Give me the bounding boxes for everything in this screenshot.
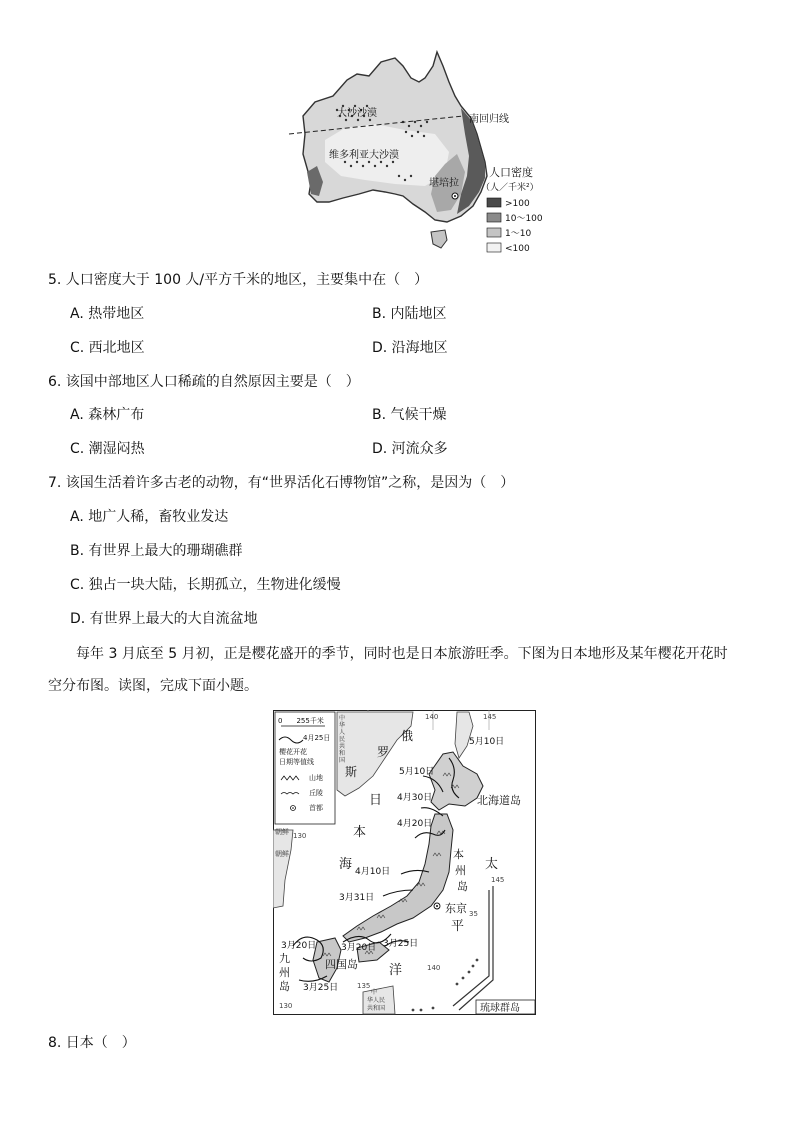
legend-isoline-desc-2: 日期等值线 — [279, 758, 314, 766]
q5-option-d[interactable]: D. 沿海地区 — [372, 340, 448, 356]
legend-swatch-2 — [487, 213, 501, 222]
pacific-label-1: 太 — [485, 857, 499, 872]
q5-option-c[interactable]: C. 西北地区 — [70, 340, 145, 356]
legend-isoline-desc-1: 樱花开花 — [279, 748, 307, 756]
kyushu-label-1: 九 — [279, 952, 290, 965]
q7-option-b[interactable]: B. 有世界上最大的珊瑚礁群 — [70, 543, 243, 559]
legend-scale: 0 255千米 — [278, 717, 324, 725]
q6-option-d[interactable]: D. 河流众多 — [372, 441, 448, 457]
lon-tick-5: 135 — [357, 982, 371, 990]
sea-of-japan-label-3: 海 — [339, 857, 353, 872]
q6-option-c[interactable]: C. 潮湿闷热 — [70, 441, 145, 457]
legend-swatch-4 — [487, 243, 501, 252]
q5-option-a[interactable]: A. 热带地区 — [70, 306, 145, 322]
legend-swatch-3 — [487, 228, 501, 237]
legend-item-3: 1～10 — [505, 229, 532, 239]
lon-tick-2: 140 — [425, 713, 439, 721]
tasmania — [431, 230, 447, 248]
date-label-2: 5月10日 — [399, 767, 435, 777]
lon-tick-7: 145 — [491, 876, 505, 884]
honshu-label-1: 本 — [453, 848, 464, 861]
q6-option-a[interactable]: A. 森林广布 — [70, 407, 145, 423]
china-label-6: 和 — [339, 750, 346, 757]
desert-label-1: 大沙沙漠 — [337, 108, 377, 119]
legend-title: 人口密度 — [489, 166, 533, 179]
china-label-7: 国 — [339, 757, 346, 764]
q6-option-b[interactable]: B. 气候干燥 — [372, 407, 447, 423]
date-label-4: 4月20日 — [397, 819, 433, 829]
date-label-5: 4月10日 — [355, 867, 391, 877]
date-label-8: 3月20日 — [341, 943, 377, 953]
canberra-label: 堪培拉 — [429, 178, 459, 189]
china-bottom-label-2: 华人民 — [367, 997, 386, 1004]
question-5-stem: 5. 人口密度大于 100 人/平方千米的地区，主要集中在（ ） — [48, 272, 429, 288]
desert-label-2: 维多利亚大沙漠 — [329, 150, 399, 161]
date-label-9: 3月25日 — [383, 939, 419, 949]
lon-tick-4: 130 — [293, 832, 307, 840]
legend-item-4: <100 — [505, 244, 530, 254]
honshu-label-2: 州 — [455, 864, 466, 877]
legend-item-1: >100 — [505, 199, 530, 209]
legend-capital: 首都 — [309, 804, 323, 812]
legend-isoline-date: 4月25日 — [303, 734, 331, 742]
lat-tick-2: 35 — [469, 910, 478, 918]
sea-of-japan-label-1: 日 — [369, 793, 383, 808]
honshu-label-3: 岛 — [457, 880, 468, 893]
china-label-1: 中 — [339, 715, 346, 722]
date-label-7: 3月20日 — [281, 941, 317, 951]
date-label-6: 3月31日 — [339, 893, 375, 903]
pacific-label-2: 平 — [451, 919, 465, 934]
china-label-2: 华 — [339, 722, 346, 729]
q7-option-d[interactable]: D. 有世界上最大的大自流盆地 — [70, 611, 258, 627]
china-bottom-label-1: 中 — [371, 989, 378, 996]
russia-label-3: 斯 — [345, 765, 358, 779]
legend-hill: 丘陵 — [309, 789, 323, 797]
date-label-1: 5月10日 — [469, 737, 505, 747]
japan-sakura-map — [273, 710, 536, 1015]
china-label-4: 民 — [339, 736, 346, 743]
russia-label-1: 俄 — [401, 729, 414, 743]
question-6-stem: 6. 该国中部地区人口稀疏的自然原因主要是（ ） — [48, 374, 360, 390]
kyushu-label-3: 岛 — [279, 980, 290, 993]
sea-of-japan-label-2: 本 — [353, 825, 367, 840]
legend-mountain: 山地 — [309, 774, 323, 782]
lon-tick-8: 130 — [279, 1002, 293, 1010]
shikoku-label: 四国岛 — [325, 958, 358, 971]
intro-paragraph: 每年 3 月底至 5 月初，正是樱花盛开的季节，同时也是日本旅游旺季。下图为日本地形及某年樱花开花时空分布图。读图，完成下面小题。 — [48, 646, 728, 694]
kyushu-label-2: 州 — [279, 966, 290, 979]
china-label-5: 共 — [339, 743, 346, 750]
legend-swatch-1 — [487, 198, 501, 207]
pacific-label-3: 洋 — [389, 963, 403, 978]
hokkaido-label: 北海道岛 — [477, 794, 521, 807]
q7-option-a[interactable]: A. 地广人稀，畜牧业发达 — [70, 509, 229, 525]
japan-legend-box — [275, 712, 335, 824]
ryukyu-label: 琉球群岛 — [480, 1003, 520, 1014]
korea-label-2: 朝鲜 — [275, 850, 289, 858]
korea-label: 朝鲜 — [275, 828, 289, 836]
tropic-label: 南回归线 — [469, 114, 509, 125]
question-7-stem: 7. 该国生活着许多古老的动物，有“世界活化石博物馆”之称，是因为（ ） — [48, 475, 515, 491]
lon-tick-3: 145 — [483, 713, 497, 721]
lon-tick-6: 140 — [427, 964, 441, 972]
date-label-10: 3月25日 — [303, 983, 339, 993]
q5-option-b[interactable]: B. 内陆地区 — [372, 306, 447, 322]
legend-item-2: 10～100 — [505, 214, 543, 224]
china-bottom-label-3: 共和国 — [367, 1005, 386, 1012]
tokyo-label: 东京 — [445, 902, 467, 915]
date-label-3: 4月30日 — [397, 793, 433, 803]
australia-population-map — [285, 44, 555, 260]
q7-option-c[interactable]: C. 独占一块大陆，长期孤立，生物进化缓慢 — [70, 577, 341, 593]
russia-label-2: 罗 — [377, 745, 390, 759]
question-8-stem: 8. 日本（ ） — [48, 1035, 136, 1051]
legend-unit: （人／千米²） — [481, 183, 539, 193]
china-label-3: 人 — [339, 729, 346, 736]
